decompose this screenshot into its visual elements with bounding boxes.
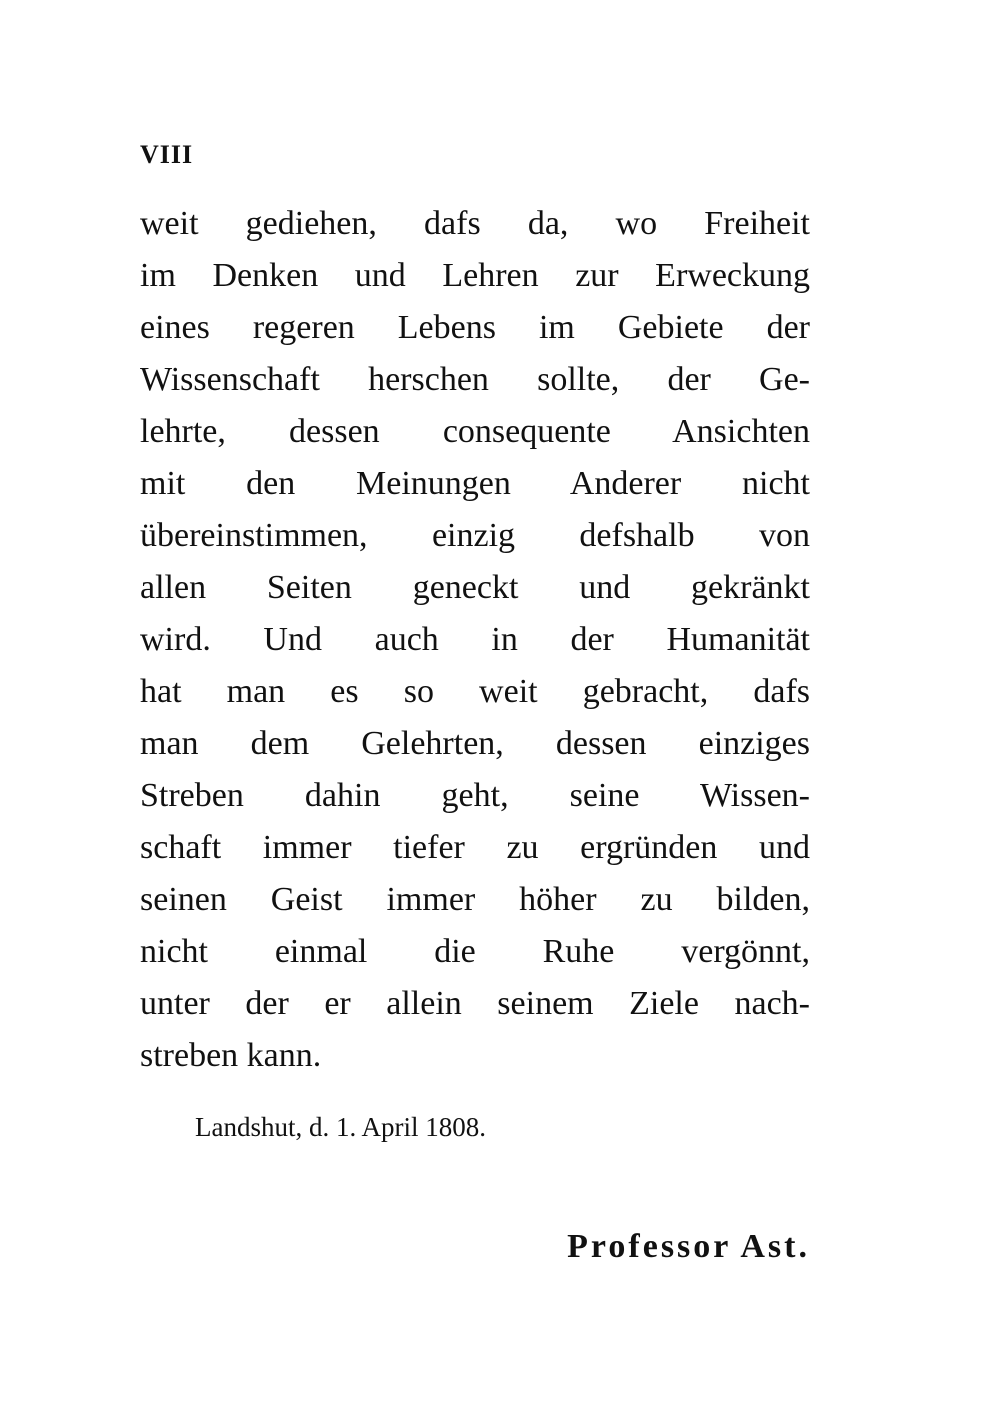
text-line: im Denken und Lehren zur Erweckung (140, 257, 810, 294)
page-number: VIII (140, 140, 194, 169)
text-line: schaft immer tiefer zu ergründen und (140, 829, 810, 866)
text-line: Streben dahin geht, seine Wissen- (140, 777, 810, 814)
text-line: lehrte, dessen consequente Ansichten (140, 413, 810, 450)
text-line: übereinstimmen, einzig defshalb von (140, 517, 810, 554)
dateline: Landshut, d. 1. April 1808. (195, 1112, 486, 1142)
text-line: unter der er allein seinem Ziele nach- (140, 985, 810, 1022)
text-line: eines regeren Lebens im Gebiete der (140, 309, 810, 346)
text-line: allen Seiten geneckt und gekränkt (140, 569, 810, 606)
author-signature: Professor Ast. (567, 1228, 810, 1265)
text-line: man dem Gelehrten, dessen einziges (140, 725, 810, 762)
text-line: streben kann. (140, 1037, 322, 1074)
text-line: hat man es so weit gebracht, dafs (140, 673, 810, 710)
body-paragraph (140, 198, 810, 1082)
text-line: wird. Und auch in der Humanität (140, 621, 810, 658)
text-line: nicht einmal die Ruhe vergönnt, (140, 933, 810, 970)
text-line: weit gediehen, dafs da, wo Freiheit (140, 205, 810, 242)
text-line: Wissenschaft herschen sollte, der Ge- (140, 361, 810, 398)
text-line: mit den Meinungen Anderer nicht (140, 465, 810, 502)
text-line: seinen Geist immer höher zu bilden, (140, 881, 810, 918)
